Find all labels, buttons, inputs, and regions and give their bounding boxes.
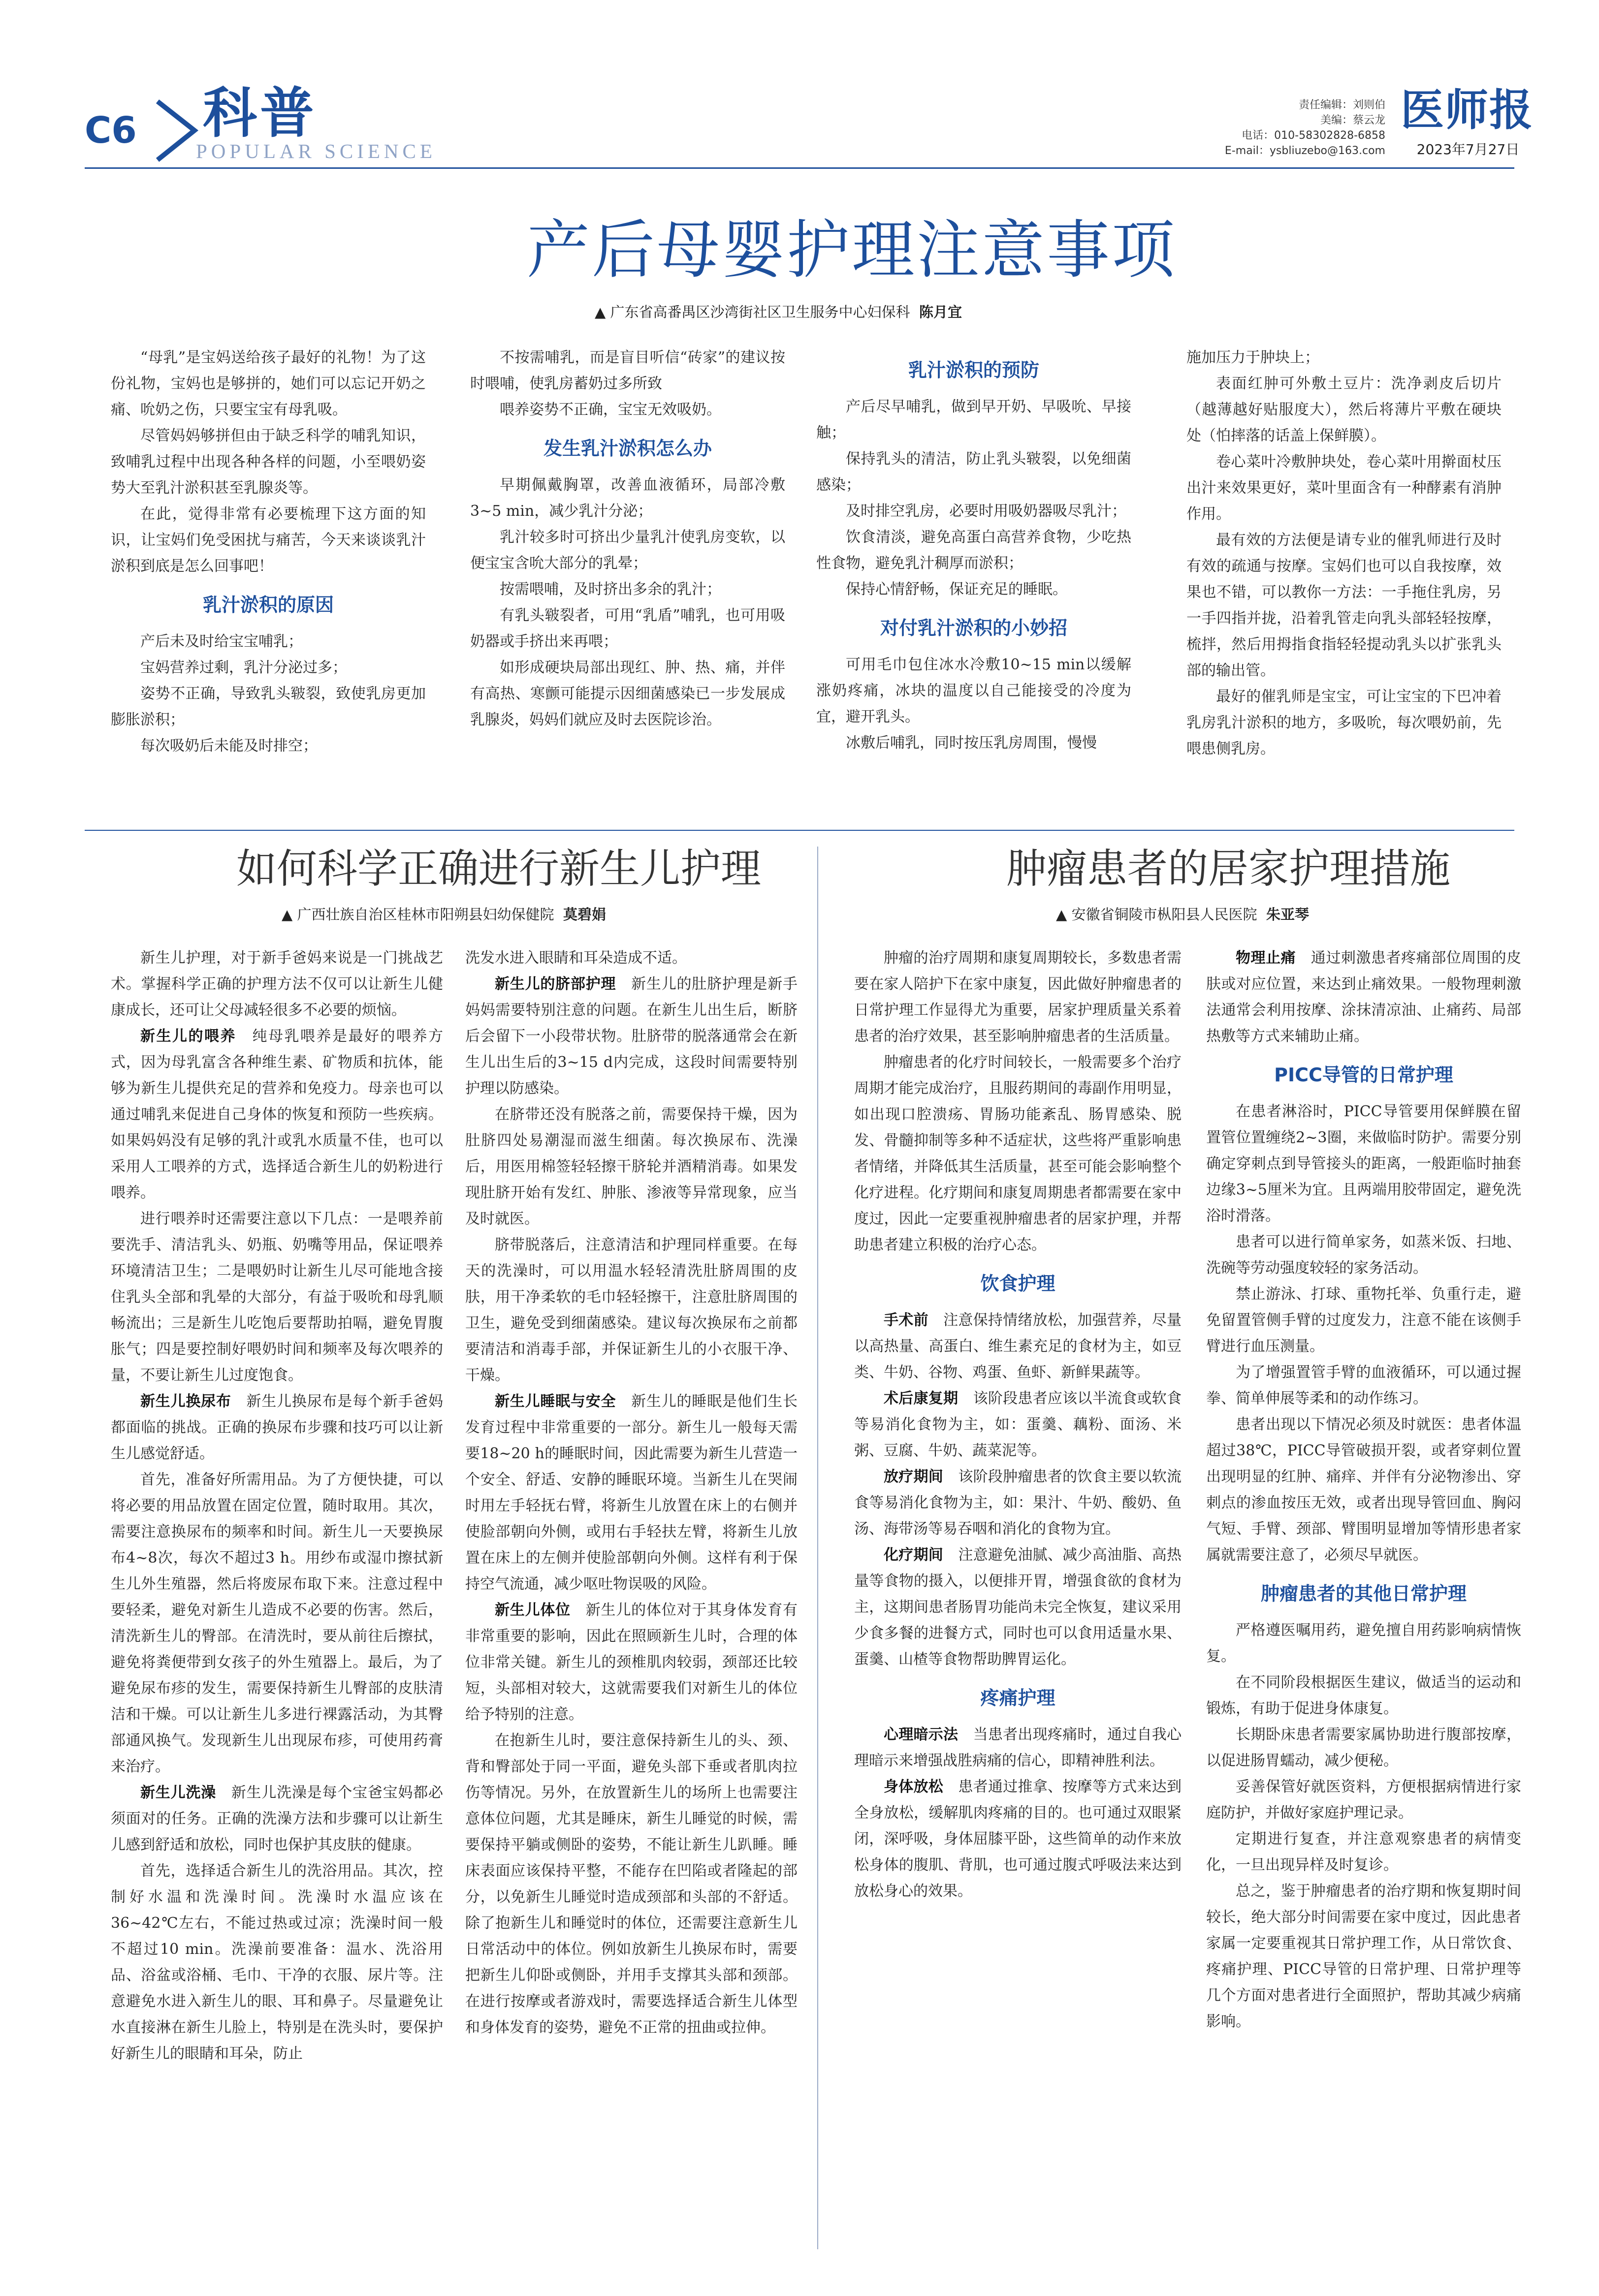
- paragraph-text: 注意避免油腻、减少高油脂、高热量等食物的摄入，以便排开胃，增强食欲的食材为主，这期间患者肠胃功能尚未完全恢复，建议采用少食多餐的进餐方式，同时也可以食用适量水果、蛋羹、山楂等食物帮助脾胃运化。: [854, 1546, 1182, 1668]
- paragraph: 及时排空乳房，必要时用吸奶器吸尽乳汁；: [846, 503, 1126, 520]
- paragraph-lead: 新生儿的喂养: [140, 1028, 236, 1045]
- paragraph-text: 新生儿的肚脐护理是新手妈妈需要特别注意的问题。在新生儿出生后，断脐后会留下一小段带状物。肚脐带的脱落通常会在新生儿出生后的3~15 d内完成，这段时间需要特别护理以防感染。: [465, 975, 798, 1097]
- paragraph: “母乳”是宝妈送给孩子最好的礼物！为了这份礼物，宝妈也是够拼的，她们可以忘记开奶之痛、吮奶之伤，只要宝宝有母乳吸。: [111, 349, 426, 418]
- paragraph: [111, 1780, 443, 1858]
- paragraph: 总之，鉴于肿瘤患者的治疗期和恢复期时间较长，绝大部分时间需要在家中度过，因此患者家属一定要重视其日常护理工作，从日常饮食、疼痛护理、PICC导管的日常护理、日常护理等几个方面对患者进行全面照护，帮助其减少病痛影响。: [1206, 1883, 1521, 2030]
- main-col-1: [111, 345, 426, 759]
- paragraph: 不按需哺乳，而是盲目听信“砖家”的建议按时喂哺，使乳房蓄奶过多所致: [470, 349, 785, 392]
- right-article-title: 肿瘤患者的居家护理措施: [1006, 846, 1451, 892]
- paragraph-text: 当患者出现疼痛时，通过自我心理暗示来增强战胜病痛的信心，即精神胜利法。: [854, 1726, 1182, 1769]
- subheading: 肿瘤患者的其他日常护理: [1260, 1583, 1467, 1604]
- paragraph: 冰敷后哺乳，同时按压乳房周围，慢慢: [846, 734, 1097, 752]
- byline-author: 朱亚琴: [1266, 906, 1309, 923]
- paragraph: 按需喂哺，及时挤出多余的乳汁；: [500, 581, 721, 598]
- byline-org: ▲ 安徽省铜陵市枞阳县人民医院: [1056, 906, 1257, 923]
- paragraph: 尽管妈妈够拼但由于缺乏科学的哺乳知识，致哺乳过程中出现各种各样的问题，小至喂奶姿势大至乳汁淤积甚至乳腺炎等。: [111, 427, 426, 497]
- paragraph: 有乳头皲裂者，可用“乳盾”哺乳，也可用吸奶器或手挤出来再喂；: [470, 607, 785, 650]
- paragraph: 在抱新生儿时，要注意保持新生儿的头、颈、背和臀部处于同一平面，避免头部下垂或者肌肉拉伤等情况。另外，在放置新生儿的场所上也需要注意体位问题，尤其是睡床，新生儿睡觉的时候，需要保持平躺或侧卧的姿势，不能让新生儿趴睡。睡床表面应该保持平整，不能存在凹陷或者隆起的部分，以免新生儿睡觉时造成颈部和头部的不舒适。除了抱新生儿和睡觉时的体位，还需要注意新生儿日常活动中的体位。例如放新生儿换尿布时，需要把新生儿仰卧或侧卧，并用手支撑其头部和颈部。在进行按摩或者游戏时，需要选择适合新生儿体型和身体发育的姿势，避免不正常的扭曲或拉伸。: [465, 1732, 798, 2036]
- paragraph: 在脐带还没有脱落之前，需要保持干燥，因为肚脐四处易潮湿而滋生细菌。每次换尿布、洗澡后，用医用棉签轻轻擦干脐轮并酒精消毒。如果发现肚脐开始有发红、肿胀、渗液等异常现象，应当及时就医。: [465, 1106, 798, 1227]
- paper-logo: 医师报: [1401, 85, 1534, 135]
- subheading: 对付乳汁淤积的小妙招: [880, 617, 1067, 639]
- paragraph-text: 该阶段患者应该以半流食或软食等易消化食物为主，如：蛋羹、藕粉、面汤、米粥、豆腐、牛奶、蔬菜泥等。: [854, 1390, 1182, 1459]
- paragraph: [854, 1722, 1182, 1774]
- section-title: 科普: [203, 82, 317, 145]
- left-article-byline: [282, 904, 606, 924]
- paragraph: [854, 1385, 1182, 1464]
- right-col-1: [854, 945, 1182, 1904]
- subheading: 乳汁淤积的原因: [202, 594, 334, 616]
- paragraph: 进行喂养时还需要注意以下几点：一是喂养前要洗手、清洁乳头、奶瓶、奶嘴等用品，保证喂养环境清洁卫生；二是喂奶时让新生儿尽可能地含接住乳头全部和乳晕的大部分，有益于吸吮和母乳顺畅流出；三是新生儿吃饱后要帮助拍嗝，避免胃腹胀气；四是要控制好喂奶时间和频率及每次喂养的量，不要让新生儿过度饱食。: [111, 1210, 443, 1384]
- left-article-title: 如何科学正确进行新生儿护理: [236, 846, 762, 892]
- subheading: PICC导管的日常护理: [1274, 1064, 1453, 1086]
- paragraph: 长期卧床患者需要家属协助进行腹部按摩，以促进肠胃蠕动，减少便秘。: [1206, 1726, 1521, 1769]
- paragraph-text: 注意保持情绪放松，加强营养，尽量以高热量、高蛋白、维生素充足的食材为主，如豆类、牛奶、谷物、鸡蛋、鱼虾、新鲜果蔬等。: [854, 1312, 1182, 1381]
- paragraph: 产后未及时给宝宝哺乳；: [140, 633, 303, 650]
- paragraph-text: 新生儿换尿布是每个新手爸妈都面临的挑战。正确的换尿布步骤和技巧可以让新生儿感觉舒适。: [111, 1393, 444, 1462]
- paragraph: 最有效的方法便是请专业的催乳师进行及时有效的疏通与按摩。宝妈们也可以自我按摩，效果也不错，可以教你一方法：一手拖住乳房，另一手四指并拢，沿着乳管走向乳头部轻轻按摩，梳拌，然后用拇指食指轻轻提动乳头以扩张乳头部的输出管。: [1186, 532, 1502, 679]
- paragraph: 严格遵医嘱用药，避免擅自用药影响病情恢复。: [1206, 1622, 1521, 1665]
- paragraph-lead: 新生儿换尿布: [140, 1393, 231, 1410]
- article-divider: [85, 830, 1514, 831]
- paragraph: 在此，觉得非常有必要梳理下这方面的知识，让宝妈们免受困扰与痛苦，今天来谈谈乳汁淤积到底是怎么回事吧！: [111, 505, 426, 575]
- paragraph-lead: 新生儿睡眠与安全: [495, 1393, 616, 1410]
- paragraph: [465, 1388, 798, 1597]
- main-col-3: [816, 345, 1131, 756]
- paragraph-lead: 身体放松: [884, 1778, 944, 1795]
- paragraph-lead: 物理止痛: [1236, 949, 1296, 967]
- paragraph-text: 新生儿的体位对于其身体发育有非常重要的影响，因此在照顾新生儿时，合理的体位非常关键。新生儿的颈椎肌肉较弱，颈部还比较短，头部相对较大，这就需要我们对新生儿的体位给予特别的注意。: [465, 1602, 798, 1723]
- paragraph-lead: 手术前: [884, 1312, 928, 1329]
- credit-phone: 电话：010-58302828-6858: [1242, 129, 1385, 142]
- subheading: 乳汁淤积的预防: [908, 359, 1039, 381]
- paragraph-text: 新生儿的睡眠是他们生长发育过程中非常重要的一部分。新生儿一般每天需要18~20 h的睡眠时间，因此需要为新生儿营造一个安全、舒适、安静的睡眠环境。当新生儿在哭闹时用左手轻抚右臂，将新生儿放置在床上的右侧并使脸部朝向外侧，或用右手轻扶左臂，将新生儿放置在床上的左侧并使脸部朝向外侧。这样有利于保持空气流通，减少呕吐物误吸的风险。: [465, 1393, 798, 1593]
- paragraph: 可用毛巾包住冰水冷敷10~15 min以缓解涨奶疼痛，冰块的温度以自己能接受的冷度为宜，避开乳头。: [816, 656, 1131, 725]
- paragraph: [465, 971, 798, 1101]
- column-rule: [817, 847, 818, 2249]
- paragraph: 洗发水进入眼睛和耳朵造成不适。: [465, 949, 687, 967]
- main-col-2: [470, 345, 785, 733]
- paragraph-text: 患者通过推拿、按摩等方式来达到全身放松，缓解肌肉疼痛的目的。也可通过双眼紧闭，深呼吸，身体屈膝平卧，这些简单的动作来放松身体的腹肌、背肌，也可通过腹式呼吸法来达到放松身心的效果。: [854, 1778, 1182, 1900]
- paragraph: [854, 1774, 1182, 1904]
- paragraph: 患者出现以下情况必须及时就医：患者体温超过38℃，PICC导管破损开裂，或者穿刺位置出现明显的红肿、痛痒、并伴有分泌物渗出、穿刺点的渗血按压无效，或者出现导管回血、胸闷气短、手臂、颈部、臂围明显增加等情形患者家属就需要注意了，必须尽早就医。: [1206, 1416, 1521, 1564]
- paragraph-lead: 心理暗示法: [884, 1726, 959, 1743]
- paragraph: 首先，准备好所需用品。为了方便快捷，可以将必要的用品放置在固定位置，随时取用。其次，需要注意换尿布的频率和时间。新生儿一天要换尿布4~8次，每次不超过3 h。用纱布或湿巾擦拭新生儿外生殖器，然后将废尿布取下来。注意过程中要轻柔，避免对新生儿造成不必要的伤害。然后，清洗新生儿的臀部。在清洗时，要从前往后擦拭，避免将粪便带到女孩子的外生殖器上。最后，为了避免尿布疹的发生，需要保持新生儿臀部的皮肤清洁和干燥。可以让新生儿多进行裸露活动，为其臀部通风换气。发现新生儿出现尿布疹，可使用药膏来治疗。: [111, 1471, 443, 1775]
- paragraph: 妥善保管好就医资料，方便根据病情进行家庭防护，并做好家庭护理记录。: [1206, 1778, 1521, 1822]
- main-col-4: [1186, 345, 1502, 762]
- credit-email: E-mail：ysbliuzebo@163.com: [1224, 145, 1385, 157]
- paragraph-text: 通过刺激患者疼痛部位周围的皮肤或对应位置，来达到止痛效果。一般物理刺激法通常会利用按摩、涂抹清凉油、止痛药、局部热敷等方式来辅助止痛。: [1206, 949, 1522, 1045]
- paragraph: 最好的催乳师是宝宝，可让宝宝的下巴冲着乳房乳汁淤积的地方，多吸吮，每次喂奶前，先喂患侧乳房。: [1186, 688, 1502, 757]
- paragraph-lead: 新生儿洗澡: [140, 1784, 216, 1801]
- paragraph: 宝妈营养过剩，乳汁分泌过多；: [140, 659, 347, 676]
- paragraph-text: 该阶段肿瘤患者的饮食主要以软流食等易消化食物为主，如：果汁、牛奶、酸奶、鱼汤、海带汤等易吞咽和消化的食物为宜。: [854, 1468, 1182, 1538]
- masthead-divider: [85, 167, 1514, 169]
- paragraph: 新生儿护理，对于新手爸妈来说是一门挑战艺术。掌握科学正确的护理方法不仅可以让新生儿健康成长，还可让父母减轻很多不必要的烦恼。: [111, 949, 443, 1019]
- paragraph: [854, 1307, 1182, 1385]
- paragraph: 施加压力于肿块上；: [1186, 349, 1319, 366]
- right-col-2: [1206, 945, 1521, 2035]
- paragraph-lead: 新生儿的脐部护理: [495, 975, 616, 993]
- paragraph: 肿瘤患者的化疗时间较长，一般需要多个治疗周期才能完成治疗，且服药期间的毒副作用明显，如出现口腔溃疡、胃肠功能紊乱、肠胃感染、脱发、骨髓抑制等多种不适症状，这些将严重影响患者情绪，并降低其生活质量，甚至可能会影响整个化疗进程。化疗期间和康复周期患者都需要在家中度过，因此一定要重视肿瘤患者的居家护理，并帮助患者建立积极的治疗心态。: [854, 1054, 1182, 1254]
- subheading: 发生乳汁淤积怎么办: [543, 438, 712, 459]
- left-col-1: [111, 945, 443, 2067]
- paragraph: [854, 1464, 1182, 1542]
- paragraph: 在患者淋浴时，PICC导管要用保鲜膜在留置管位置缠绕2~3圈，来做临时防护。需要分别确定穿刺点到导管接头的距离，一般距临时抽套边缘3~5厘米为宜。且两端用胶带固定，避免洗浴时滑落。: [1206, 1103, 1521, 1225]
- paragraph: 如形成硬块局部出现红、肿、热、痛，并伴有高热、寒颤可能提示因细菌感染已一步发展成乳腺炎，妈妈们就应及时去医院诊治。: [470, 659, 785, 728]
- paragraph: 肿瘤的治疗周期和康复周期较长，多数患者需要在家人陪护下在家中康复，因此做好肿瘤患者的日常护理工作显得尤为重要，居家护理质量关系着患者的治疗效果，甚至影响肿瘤患者的生活质量。: [854, 949, 1182, 1045]
- editor-credits: [1193, 97, 1385, 158]
- paragraph: 首先，选择适合新生儿的洗浴用品。其次，控制好水温和洗澡时间。洗澡时水温应该在36~42℃左右，不能过热或过凉；洗澡时间一般不超过10 min。洗澡前要准备：温水、洗浴用品、浴盆或浴桶、毛巾、干净的衣服、尿片等。注意避免水进入新生儿的眼、耳和鼻子。尽量避免让水直接淋在新生儿脸上，特别是在洗头时，要保护好新生儿的眼睛和耳朵，防止: [111, 1862, 443, 2062]
- paragraph: 饮食清淡，避免高蛋白高营养食物，少吃热性食物，避免乳汁稠厚而淤积；: [816, 529, 1131, 572]
- paragraph: 表面红肿可外敷土豆片：洗净剥皮后切片（越薄越好贴服度大），然后将薄片平敷在硬块处（怕摔落的话盖上保鲜膜）。: [1186, 375, 1502, 444]
- paragraph-text: 新生儿洗澡是每个宝爸宝妈都必须面对的任务。正确的洗澡方法和步骤可以让新生儿感到舒适和放松，同时也保护其皮肤的健康。: [111, 1784, 444, 1854]
- paragraph: 保持乳头的清洁，防止乳头皲裂，以免细菌感染；: [816, 450, 1131, 494]
- paragraph: 姿势不正确，导致乳头皲裂，致使乳房更加膨胀淤积；: [111, 685, 426, 728]
- paragraph-lead: 新生儿体位: [495, 1602, 571, 1619]
- paragraph: [111, 1023, 443, 1206]
- paragraph-lead: 放疗期间: [884, 1468, 944, 1485]
- paragraph: 每次吸奶后未能及时排空；: [140, 737, 318, 755]
- main-article-byline: [595, 301, 962, 321]
- paragraph: 产后尽早哺乳，做到早开奶、早吸吮、早接触；: [816, 398, 1131, 441]
- paragraph: [854, 1542, 1182, 1672]
- credit-designer: 美编：蔡云龙: [1320, 114, 1385, 126]
- paragraph: 脐带脱落后，注意清洁和护理同样重要。在每天的洗澡时，可以用温水轻轻清洗肚脐周围的皮肤，用干净柔软的毛巾轻轻擦干，注意肚脐周围的卫生，避免受到细菌感染。建议每次换尿布之前都要清洁和消毒手部，并保证新生儿的小衣服干净、干燥。: [465, 1236, 798, 1384]
- paragraph: 卷心菜叶冷敷肿块处，卷心菜叶用擀面杖压出汁来效果更好，菜叶里面含有一种酵素有消肿作用。: [1186, 453, 1502, 523]
- paragraph: 为了增强置管手臂的血液循环，可以通过握拳、简单伸展等柔和的动作练习。: [1206, 1364, 1521, 1407]
- subheading: 疼痛护理: [980, 1687, 1055, 1709]
- subheading: 饮食护理: [980, 1273, 1055, 1294]
- paragraph: [111, 1388, 443, 1467]
- left-col-2: [465, 945, 798, 2041]
- paragraph: 禁止游泳、打球、重物托举、负重行走，避免留置管侧手臂的过度发力，注意不能在该侧手臂进行血压测量。: [1206, 1286, 1521, 1355]
- paragraph: 喂养姿势不正确，宝宝无效吸奶。: [500, 401, 721, 418]
- section-number: C6: [85, 109, 137, 152]
- paragraph: 患者可以进行简单家务，如蒸米饭、扫地、洗碗等劳动强度较轻的家务活动。: [1206, 1233, 1521, 1277]
- main-article-title: 产后母婴护理注意事项: [527, 214, 1177, 287]
- byline-author: 莫碧娟: [563, 906, 606, 923]
- paragraph: 在不同阶段根据医生建议，做适当的运动和锻炼，有助于促进身体康复。: [1206, 1674, 1521, 1717]
- paragraph: 早期佩戴胸罩，改善血液循环，局部冷敷3~5 min，减少乳汁分泌；: [470, 476, 785, 520]
- byline-org: ▲ 广东省高番禺区沙湾街社区卫生服务中心妇保科: [595, 304, 910, 320]
- paragraph-lead: 术后康复期: [884, 1390, 959, 1407]
- right-article-byline: [1056, 904, 1309, 924]
- byline-org: ▲ 广西壮族自治区桂林市阳朔县妇幼保健院: [282, 906, 554, 923]
- credit-editor: 责任编辑：刘则伯: [1298, 99, 1385, 111]
- paragraph-text: 纯母乳喂养是最好的喂养方式，因为母乳富含各种维生素、矿物质和抗体，能够为新生儿提供充足的营养和免疫力。母亲也可以通过哺乳来促进自己身体的恢复和预防一些疾病。如果妈妈没有足够的乳汁或乳水质量不佳，也可以采用人工喂养的方式，选择适合新生儿的奶粉进行喂养。: [111, 1028, 443, 1201]
- paragraph: [465, 1597, 798, 1728]
- byline-author: 陈月宜: [919, 304, 962, 320]
- section-english: POPULAR SCIENCE: [196, 140, 436, 162]
- paragraph-lead: 化疗期间: [884, 1546, 944, 1564]
- paragraph: 保持心情舒畅，保证充足的睡眠。: [846, 581, 1067, 598]
- issue-date: 2023年7月27日: [1416, 141, 1520, 157]
- paragraph: [1206, 945, 1521, 1049]
- paragraph: 乳汁较多时可挤出少量乳汁使乳房变软，以便宝宝含吮大部分的乳晕；: [470, 529, 785, 572]
- paragraph: 定期进行复查，并注意观察患者的病情变化，一旦出现异样及时复诊。: [1206, 1830, 1521, 1874]
